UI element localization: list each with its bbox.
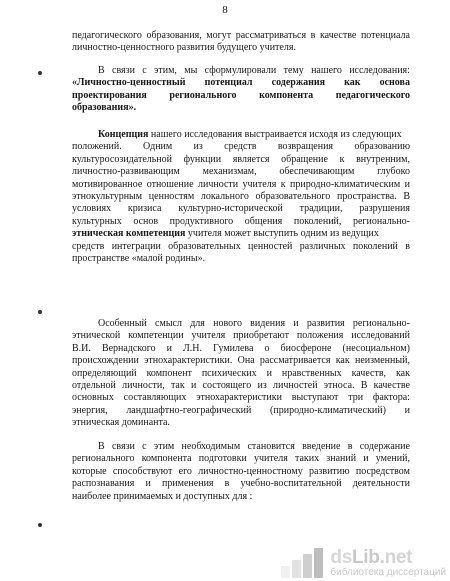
word: различных	[299, 240, 346, 252]
word: поколений	[352, 240, 398, 252]
word: ценностей	[248, 240, 293, 252]
word: исследования:	[349, 65, 410, 76]
word: возвращения	[277, 141, 334, 153]
word: основа	[379, 77, 410, 89]
word: с	[142, 65, 147, 76]
word: потенциал	[204, 77, 253, 89]
word: учителя	[254, 453, 288, 465]
word: регионального	[72, 453, 135, 465]
word: развитию	[308, 465, 350, 477]
word: этнической	[72, 330, 121, 342]
word: и	[166, 342, 172, 354]
word: нравственных	[281, 367, 342, 379]
word: этнохарактеристики.	[144, 355, 233, 367]
word: биосфероне	[280, 342, 332, 354]
word: смысл	[155, 318, 182, 329]
word: мы	[184, 65, 198, 76]
word: в	[310, 30, 316, 41]
bold-term: Концепция	[98, 129, 149, 140]
word: из	[257, 379, 267, 391]
word: и	[404, 404, 410, 416]
word: учителя	[191, 330, 226, 342]
word: необходимым	[181, 441, 241, 452]
word: и	[266, 367, 272, 379]
text-line	[72, 90, 410, 102]
word: умений,	[375, 453, 410, 465]
word: В.И.	[72, 342, 91, 354]
word: в	[224, 478, 230, 490]
word: как	[344, 77, 361, 89]
word: обеспечивающим	[279, 166, 355, 178]
text-line	[72, 392, 410, 404]
word: его	[178, 465, 192, 477]
text-line	[72, 380, 410, 392]
page-number: 8	[222, 4, 228, 16]
word: связи	[111, 441, 135, 452]
word: для	[232, 490, 250, 502]
word: пространстве	[72, 252, 132, 264]
word: распознавания	[72, 478, 135, 490]
text-line	[72, 191, 410, 203]
word: к	[339, 153, 345, 165]
word: регионального	[169, 89, 237, 101]
text-line	[72, 330, 410, 342]
word: культурно-исторической	[178, 203, 283, 215]
word: и	[175, 490, 184, 502]
word: :	[249, 490, 253, 502]
paragraph-research-theme	[72, 65, 410, 115]
bold-term: этническая компетенция	[72, 228, 186, 240]
word: (несоциальном)	[342, 342, 410, 354]
word: развития	[306, 318, 345, 329]
word: глубоко	[377, 166, 410, 178]
word: обращение	[281, 153, 328, 165]
word: потенциала	[360, 30, 410, 41]
paragraph-concept	[72, 129, 410, 265]
word: деятельности	[352, 478, 410, 490]
word: определяющий	[72, 367, 137, 379]
word: механизмам,	[202, 166, 257, 178]
word: доминанта.	[121, 417, 170, 429]
word: локального	[200, 190, 249, 202]
word: регионально-	[352, 215, 410, 227]
word: фактора:	[372, 392, 410, 404]
text-line	[72, 129, 410, 141]
word: видения	[250, 318, 286, 329]
word: рассматриваться	[235, 30, 307, 41]
text-line	[72, 77, 410, 89]
word: будущего	[217, 42, 260, 54]
word: учебно-воспитательной	[240, 478, 342, 490]
word: компетенции	[128, 330, 184, 342]
word: личности,	[122, 379, 165, 391]
text-line	[72, 203, 410, 215]
word: «малой	[131, 252, 166, 264]
word: образования».	[72, 102, 137, 114]
word: содержания	[271, 77, 326, 89]
word: В	[98, 441, 105, 452]
word: неизменный,	[354, 355, 410, 367]
word: средств	[72, 240, 105, 252]
word: и	[293, 318, 299, 329]
word: разрушения	[359, 203, 410, 215]
text-run: учителя может выступить одним из ведущих	[185, 228, 379, 240]
word: доступных	[183, 490, 233, 502]
paragraph-continuation	[72, 30, 410, 55]
word: и	[190, 379, 197, 391]
word: педагогического	[335, 89, 410, 101]
word: и	[404, 178, 410, 190]
word: компонент	[146, 367, 192, 379]
word: становится	[247, 441, 295, 452]
word: три	[348, 392, 364, 404]
word: принимаемых	[113, 490, 176, 502]
text-line	[72, 179, 410, 191]
word: В	[403, 190, 410, 202]
word: (природно-климатический)	[270, 404, 386, 416]
word: посредством	[355, 465, 410, 477]
word: культуросозидательной	[72, 153, 173, 165]
word: продуктивного	[169, 215, 234, 227]
word: Одним	[143, 141, 173, 153]
word: как	[335, 355, 350, 367]
word: о	[264, 342, 270, 354]
text-line	[72, 253, 410, 265]
word: введение	[302, 441, 341, 452]
text-line	[72, 216, 410, 228]
word: проектирования	[72, 89, 147, 101]
scan-artifact-dot	[38, 310, 42, 314]
word: является	[232, 153, 270, 165]
word: этим	[153, 441, 175, 452]
word: интеграции	[111, 240, 161, 252]
word: этнокультурным	[72, 190, 143, 202]
word: общения	[244, 215, 283, 227]
text-line	[72, 466, 410, 478]
word: Особенный	[98, 318, 147, 329]
word: способствуют	[112, 465, 173, 477]
text-line	[72, 102, 410, 114]
text-line	[72, 42, 410, 54]
word: родины».	[165, 252, 206, 264]
word: этнохарактеристики	[196, 392, 282, 404]
word: Вернадского	[101, 342, 156, 354]
word: знаний	[326, 453, 357, 465]
watermark-subtitle: библиотека диссертаций	[330, 567, 446, 578]
word: Она	[237, 355, 255, 367]
text-line	[72, 30, 410, 42]
word: образовательного	[255, 190, 331, 202]
word: выступают	[291, 392, 339, 404]
text-line	[72, 417, 410, 429]
word: этноса.	[323, 379, 355, 391]
text-line	[72, 141, 410, 153]
word: личностно-ценностного	[72, 42, 177, 54]
word: функции	[183, 153, 222, 165]
word: могут	[206, 30, 232, 41]
word: энергия,	[72, 404, 108, 416]
dslib-logo-icon	[281, 548, 325, 578]
word: к	[280, 178, 286, 190]
word: регионально-	[352, 318, 410, 329]
word: рассматривается	[259, 355, 331, 367]
word: В	[360, 379, 368, 391]
word: кризиса	[127, 203, 162, 215]
word: основ	[133, 215, 159, 227]
word: поколений,	[293, 215, 342, 227]
word: составляющих	[123, 392, 187, 404]
word: отношение	[146, 178, 194, 190]
word: и	[363, 453, 369, 465]
word: так	[170, 379, 185, 391]
word: приобретают	[233, 330, 290, 342]
word: в	[405, 240, 410, 252]
word: нашего	[311, 65, 342, 76]
word: личности	[197, 178, 239, 190]
word: внутренним,	[356, 153, 410, 165]
word: учителя.	[259, 42, 296, 54]
word: «Личностно-ценностный	[72, 77, 186, 89]
text-run: нашего исследования выстраивается исходя из следующих	[148, 129, 402, 140]
text-line	[72, 318, 410, 330]
text-line	[72, 453, 410, 465]
word: образованию	[354, 141, 410, 153]
word: этническая	[72, 417, 122, 429]
word: содержание	[359, 441, 410, 452]
word: психических	[201, 367, 257, 379]
word: этим,	[154, 65, 177, 76]
word: личностей	[272, 379, 318, 391]
word: таких	[294, 453, 320, 465]
paragraph-conclusion	[72, 441, 410, 503]
word: Гумилева	[213, 342, 254, 354]
word: качестве	[373, 379, 410, 391]
word: педагогического	[72, 30, 142, 41]
word: мотивированное	[72, 178, 143, 190]
text-line	[72, 154, 410, 166]
word: традиции,	[299, 203, 343, 215]
word: личностно-развивающим	[72, 166, 180, 178]
word: В	[98, 65, 105, 76]
word: наиболее	[72, 490, 114, 502]
word: пространства.	[336, 190, 397, 202]
word: из	[193, 141, 203, 153]
text-line	[72, 491, 410, 503]
paragraph-ethnos	[72, 318, 410, 430]
text-line	[72, 166, 410, 178]
word: нового	[213, 318, 242, 329]
watermark	[281, 548, 446, 578]
watermark-brand: dsLib.net	[330, 547, 413, 568]
word: компонента	[259, 89, 314, 101]
word: связи	[112, 65, 135, 76]
word: и	[145, 478, 151, 490]
word: положений.	[72, 141, 122, 153]
word: ландшафтно-географический	[126, 404, 252, 416]
word: образования,	[146, 30, 202, 41]
word: образовательных	[168, 240, 241, 252]
word: природно-климатическим	[289, 178, 401, 190]
text-line	[72, 441, 410, 453]
text-line	[72, 368, 410, 380]
word: с	[142, 441, 147, 452]
word: ценностям	[148, 190, 195, 202]
word: основных	[72, 392, 114, 404]
word: учителя	[242, 178, 277, 190]
word: как	[395, 367, 410, 379]
text-line	[72, 478, 410, 490]
word: тему	[283, 65, 304, 76]
word: качеств,	[351, 367, 387, 379]
text-line	[72, 228, 410, 240]
word: качестве	[319, 30, 357, 41]
word: положения	[296, 330, 344, 342]
word: сформулировали	[204, 65, 277, 76]
word: развития	[176, 42, 218, 54]
word: условиях	[72, 203, 112, 215]
word: личностно-ценностному	[198, 465, 303, 477]
word: которые	[72, 465, 107, 477]
word: средств	[224, 141, 257, 153]
word: происхождении	[72, 355, 139, 367]
text-line	[72, 343, 410, 355]
word: подготовки	[198, 453, 247, 465]
word: в	[347, 441, 353, 452]
word: Л.Н.	[183, 342, 203, 354]
text-line	[72, 355, 410, 367]
text-line	[72, 405, 410, 417]
word: для	[190, 318, 205, 329]
text-line	[72, 241, 410, 253]
scan-artifact-dot	[38, 523, 42, 527]
word: культурных	[72, 215, 122, 227]
scan-artifact-dot	[38, 71, 42, 75]
word: применения	[161, 478, 214, 490]
word: компонента	[141, 453, 192, 465]
word: состоящего	[202, 379, 252, 391]
text-line	[72, 65, 410, 77]
word: отдельной	[72, 379, 116, 391]
word: исследований	[351, 330, 410, 342]
